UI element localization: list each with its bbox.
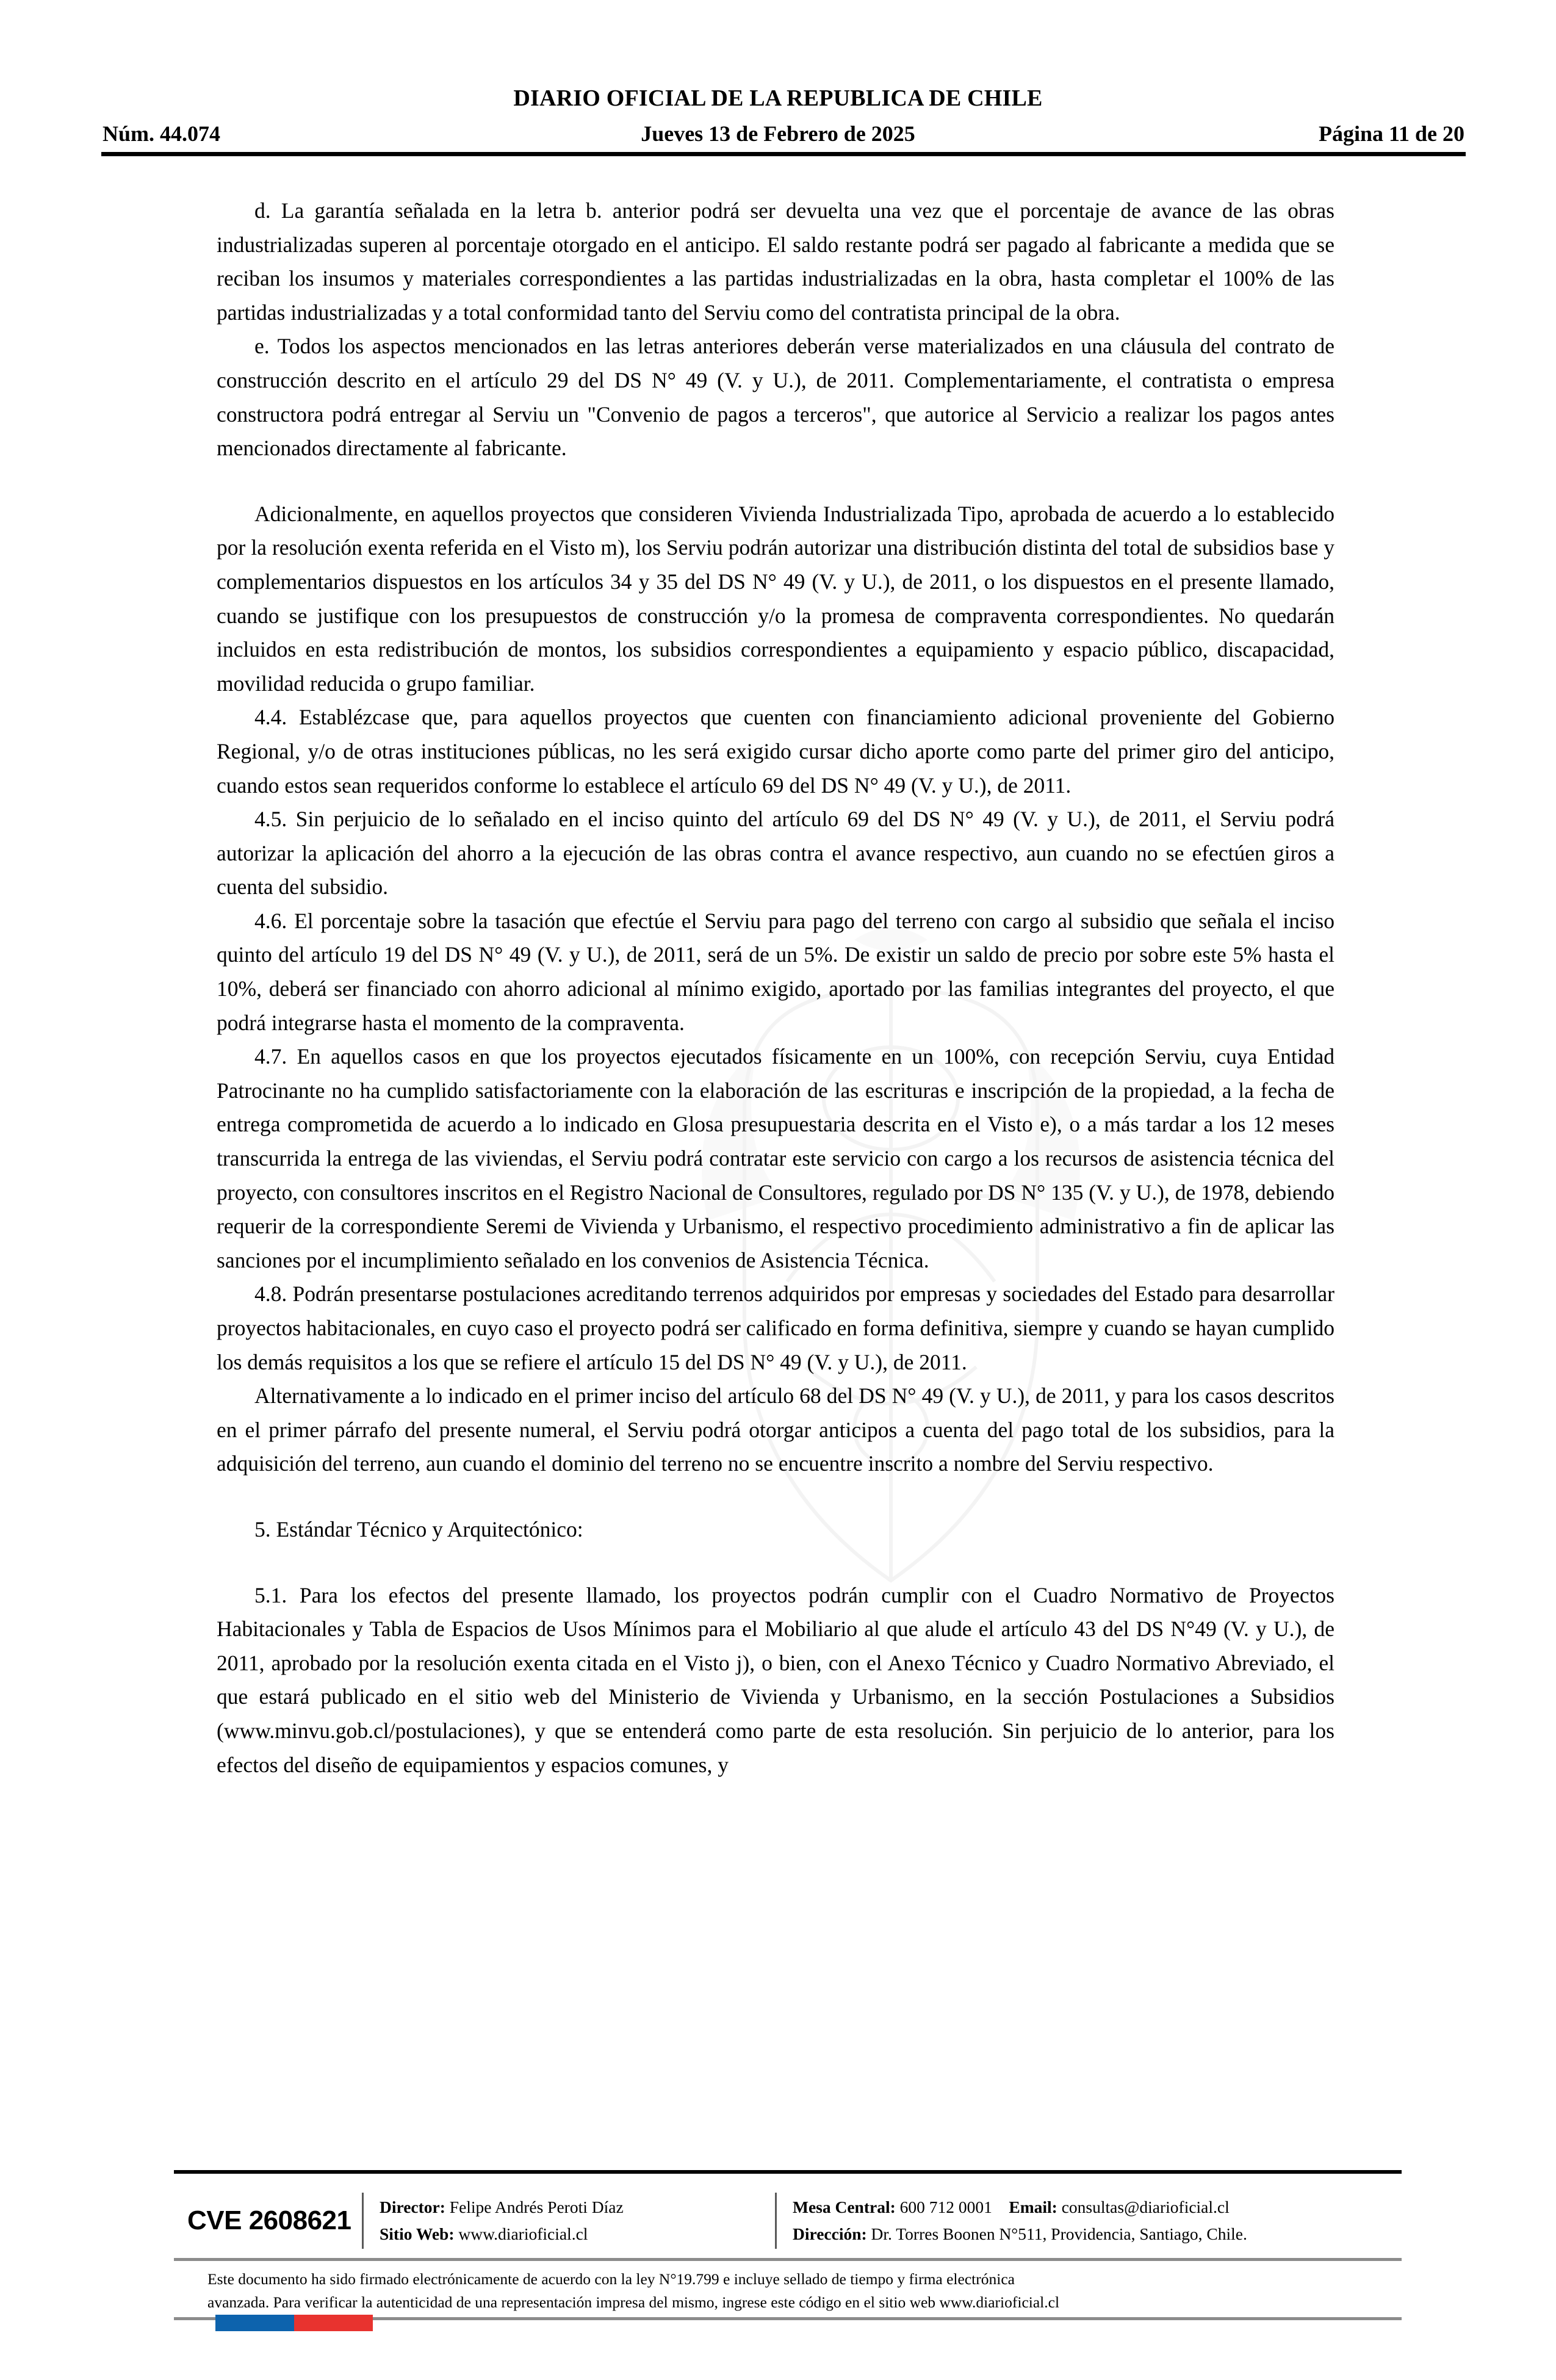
issue-number: Núm. 44.074 [103, 121, 221, 146]
footer-director-label: Director: [380, 2198, 445, 2216]
flag-red-segment [294, 2315, 373, 2331]
footer-director-value: Felipe Andrés Peroti Díaz [449, 2198, 624, 2216]
paragraph-4-7: 4.7. En aquellos casos en que los proyectos ejecutados físicamente en un 100%, con recepción Serviu, cuya Entidad Patrocinante no ha cumplido satisfactoriamente con la elaboración de las escrituras e inscripción de la propiedad, a la fecha de entrega comprometida de acuerdo a lo indicado en Glosa presupuestaria descrita en el Visto e), o a más tardar a los 12 meses transcurrida la entrega de las viviendas, el Serviu podrá contratar este servicio con cargo a los recursos de asistencia técnica del proyecto, con consultores inscritos en el Registro Nacional de Consultores, regulado por DS N° 135 (V. y U.), de 1978, debiendo requerir de la correspondiente Seremi de Vivienda y Urbanismo, el respectivo procedimiento administrativo a fin de aplicar las sanciones por el incumplimiento señalado en los convenios de Asistencia Técnica. [217, 1044, 1334, 1272]
footer-website-label: Sitio Web: [380, 2224, 455, 2243]
footer-switchboard-label: Mesa Central: [793, 2198, 896, 2216]
legal-notice [207, 2268, 1370, 2314]
footer-divider-1 [362, 2193, 364, 2249]
issue-date: Jueves 13 de Febrero de 2025 [641, 121, 915, 146]
flag-blue-segment [215, 2315, 294, 2331]
footer-contact-line [793, 2194, 1402, 2221]
paragraph-4-6: 4.6. El porcentaje sobre la tasación que efectúe el Serviu para pago del terreno con cargo al subsidio que señala el inciso quinto del artículo 19 del DS N° 49 (V. y U.), de 2011, será de un 5%. De existir un saldo de precio por sobre este 5% hasta el 10%, deberá ser financiado con ahorro adicional al mínimo exigido, aportado por las familias integrantes del proyecto, el que podrá integrarse hasta el momento de la compraventa. [217, 908, 1334, 1035]
footer-website-line [380, 2221, 770, 2248]
footer-website-value[interactable]: www.diarioficial.cl [458, 2224, 588, 2243]
footer-email-value[interactable]: consultas@diarioficial.cl [1061, 2198, 1230, 2216]
footer-address-line [793, 2221, 1402, 2248]
page-footer [174, 2188, 1402, 2253]
footer-address-label: Dirección: [793, 2224, 867, 2243]
masthead-title: DIARIO OFICIAL DE LA REPUBLICA DE CHILE [513, 85, 1043, 111]
legal-line-1: Este documento ha sido firmado electrónicamente de acuerdo con la ley N°19.799 e incluye sellado de tiempo y firma electrónica [207, 2270, 1015, 2288]
masthead-meta-row [0, 121, 1556, 150]
paragraph-4-5: 4.5. Sin perjuicio de lo señalado en el inciso quinto del artículo 69 del DS N° 49 (V. y U.), de 2011, el Serviu podrá autorizar la aplicación del ahorro a la ejecución de las obras contra el avance respectivo, aun cuando no se efectúen giros a cuenta del subsidio. [217, 807, 1334, 900]
footer-director-line [380, 2194, 770, 2221]
footer-divider-2 [775, 2193, 777, 2249]
legal-line-2: avanzada. Para verificar la autenticidad de una representación impresa del mismo, ingrese este código en el sitio web www.diarioficial.cl [207, 2293, 1060, 2311]
chile-flag-bar [215, 2315, 373, 2331]
paragraph-alternativamente: Alternativamente a lo indicado en el primer inciso del artículo 68 del DS N° 49 (V. y U.), de 2011, y para los casos descritos en el primer párrafo del presente numeral, el Serviu podrá otorgar anticipos a cuenta del pago total de los subsidios, para la adquisición del terreno, aun cuando el dominio del terreno no se encuentre inscrito a nombre del Serviu respectivo. [217, 1383, 1334, 1476]
footer-contact-info [793, 2194, 1402, 2248]
paragraph-adicionalmente: Adicionalmente, en aquellos proyectos que consideren Vivienda Industrializada Tipo, aprobada de acuerdo a lo establecido por la resolución exenta referida en el Visto m), los Serviu podrán autorizar una distribución distinta del total de subsidios base y complementarios dispuestos en los artículos 34 y 35 del DS N° 49 (V. y U.), de 2011, o los dispuestos en el presente llamado, cuando se justifique con los presupuestos de construcción y/o la promesa de compraventa correspondientes. No quedarán incluidos en esta redistribución de montos, los subsidios correspondientes a equipamiento y espacio público, discapacidad, movilidad reducida o grupo familiar. [217, 501, 1334, 696]
header-divider [101, 152, 1466, 156]
footer-switchboard-value: 600 712 0001 [899, 2198, 992, 2216]
paragraph-e: e. Todos los aspectos mencionados en las letras anteriores deberán verse materializados en una cláusula del contrato de construcción descrito en el artículo 29 del DS N° 49 (V. y U.), de 2011. Complementariamente, el contratista o empresa constructora podrá entregar al Serviu un "Convenio de pagos a terceros", que autorice al Servicio a realizar los pagos antes mencionados directamente al fabricante. [217, 334, 1334, 461]
footer-email-label: Email: [1009, 2198, 1057, 2216]
paragraph-4-4: 4.4. Establézcase que, para aquellos proyectos que cuenten con financiamiento adicional proveniente del Gobierno Regional, y/o de otras instituciones públicas, no les será exigido cursar dicho aporte como parte del primer giro del anticipo, cuando estos sean requeridos conforme lo establece el artículo 69 del DS N° 49 (V. y U.), de 2011. [217, 705, 1334, 798]
paragraph-5-1: 5.1. Para los efectos del presente llamado, los proyectos podrán cumplir con el Cuadro Normativo de Proyectos Habitacionales y Tabla de Espacios de Usos Mínimos para el Mobiliario al que alude el artículo 43 del DS N°49 (V. y U.), de 2011, aprobado por la resolución exenta citada en el Visto j), o bien, con el Anexo Técnico y Cuadro Normativo Abreviado, el que estará publicado en el sitio web del Ministerio de Vivienda y Urbanismo, en la sección Postulaciones a Subsidios (www.minvu.gob.cl/postulaciones), y que se entenderá como parte de esta resolución. Sin perjuicio de lo anterior, para los efectos del diseño de equipamientos y espacios comunes, y [217, 1582, 1334, 1777]
footer-publisher-info [380, 2194, 770, 2248]
cve-code: CVE 2608621 [187, 2205, 351, 2235]
section-heading-5: 5. Estándar Técnico y Arquitectónico: [254, 1516, 583, 1542]
document-body [217, 194, 1334, 1782]
footer-address-value: Dr. Torres Boonen N°511, Providencia, Santiago, Chile. [871, 2224, 1247, 2243]
footer-top-divider [174, 2170, 1402, 2174]
footer-mid-divider [174, 2258, 1402, 2261]
paragraph-d: d. La garantía señalada en la letra b. anterior podrá ser devuelta una vez que el porcentaje de avance de las obras industrializadas superen al porcentaje otorgado en el anticipo. El saldo restante podrá ser pagado al fabricante a medida que se reciban los insumos y materiales correspondientes a las partidas industrializadas en la obra, hasta completar el 100% de las partidas industrializadas y a total conformidad tanto del Serviu como del contratista principal de la obra. [217, 198, 1334, 325]
page-header [0, 85, 1556, 150]
paragraph-4-8: 4.8. Podrán presentarse postulaciones acreditando terrenos adquiridos por empresas y sociedades del Estado para desarrollar proyectos habitacionales, en cuyo caso el proyecto podrá ser calificado en forma definitiva, siempre y cuando se hayan cumplido los demás requisitos a los que se refiere el artículo 15 del DS N° 49 (V. y U.), de 2011. [217, 1282, 1334, 1374]
page-indicator: Página 11 de 20 [1318, 121, 1464, 146]
